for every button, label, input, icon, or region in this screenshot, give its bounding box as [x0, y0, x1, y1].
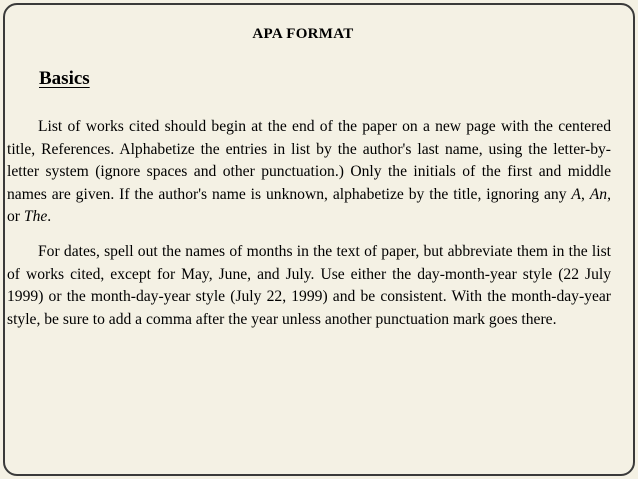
italic-article-the: The [23, 208, 48, 225]
paragraph-works-cited [7, 116, 611, 229]
separator: , or [7, 185, 611, 225]
italic-article-a: A [571, 185, 581, 203]
sentence-end: . [47, 208, 52, 225]
page-title: APA FORMAT [252, 26, 354, 42]
paragraph-text: List of works cited should begin at the end of the paper on a new page with the centered title, References. Alphabetize the entries in list by the author's last name, using the letter-by-letter system (ignore spaces and other punctuation.) Only the initials of the first and middle names are given. If the author's name is unknown, alphabetize by the title, ignoring any [7, 118, 611, 203]
section-heading: Basics [39, 68, 90, 89]
paragraph-dates: For dates, spell out the names of months in the text of paper, but abbreviate them in the list of works cited, except for May, June, and July. Use either the day-month-year style (22 July 1999) or the month-day-year style (July 22, 1999) and be consistent. With the month-day-year style, be sure to add a comma after the year unless another punctuation mark goes there. [7, 243, 611, 328]
italic-article-an: An [589, 185, 608, 203]
separator: , [580, 185, 590, 203]
slide-border [3, 3, 635, 476]
